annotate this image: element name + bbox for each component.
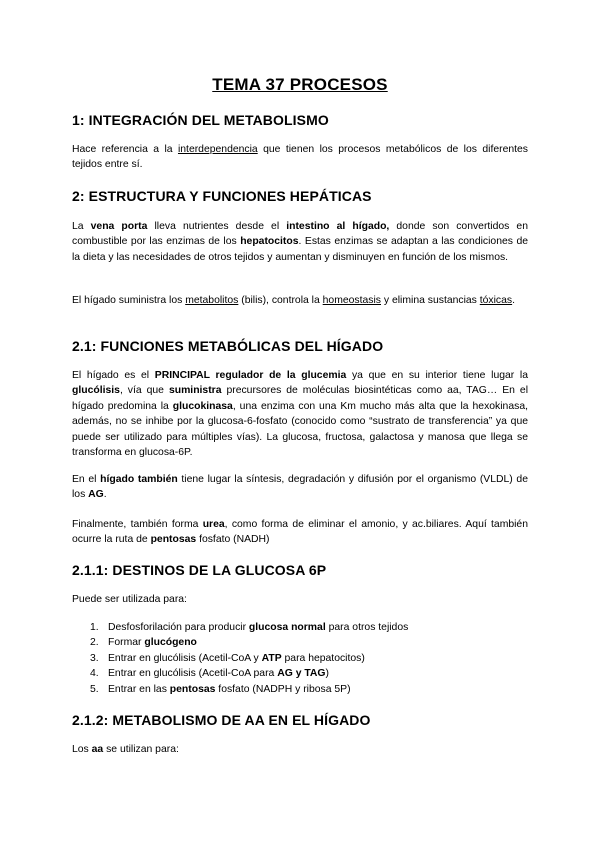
paragraph-integration: Hace referencia a la interdependencia que tienen los procesos metabólicos de los diferentes tejidos entre sí. — [72, 144, 528, 171]
list-item: 2. Formar glucógeno — [90, 637, 197, 649]
paragraph-higado-tambien: En el hígado también tiene lugar la síntesis, degradación y difusión por el organismo (VLDL) de los AG. — [72, 474, 528, 501]
section-heading-2-1-2: 2.1.2: METABOLISMO DE AA EN EL HÍGADO — [72, 712, 371, 728]
page-title: TEMA 37 PROCESOS — [212, 75, 388, 94]
list-item: 4. Entrar en glucólisis (Acetil-CoA para AG y TAG) — [90, 668, 329, 680]
list-item: 3. Entrar en glucólisis (Acetil-CoA y ATP para hepatocitos) — [90, 652, 365, 664]
glucosa-6p-list — [72, 620, 528, 697]
section-heading-2-1: 2.1: FUNCIONES METABÓLICAS DEL HÍGADO — [72, 338, 384, 354]
section-heading-2-1-1: 2.1.1: DESTINOS DE LA GLUCOSA 6P — [72, 562, 327, 578]
paragraph-intro-aa: Los aa se utilizan para: — [72, 744, 179, 755]
section-heading-2: 2: ESTRUCTURA Y FUNCIONES HEPÁTICAS — [72, 188, 372, 204]
paragraph-suministra: El hígado suministra los metabolitos (bilis), controla la homeostasis y elimina sustancias tóxicas. — [72, 295, 515, 306]
paragraph-glucemia: El hígado es el PRINCIPAL regulador de la glucemia ya que en su interior tiene lugar la glucólisis, vía que suministra precursores de moléculas biosintéticas como aa, TAG… En el hígado predomina la glucokinasa, una enzima con una Km mucho más alta que la hexokinasa, además, no se inhibe por la glucosa-6-fosfato (conocido como “sustrato de transferencia” ya que puede ser utilizado para múltiples vías). La glucosa, fructosa, galactosa y manosa que llega se transforma en glucosa-6P. — [72, 370, 529, 459]
paragraph-intro-glucosa: Puede ser utilizada para: — [72, 594, 187, 605]
section-heading-1: 1: INTEGRACIÓN DEL METABOLISMO — [72, 112, 329, 128]
list-item: 1. Desfosforilación para producir glucosa normal para otros tejidos — [90, 622, 409, 633]
paragraph-vena-porta: La vena porta lleva nutrientes desde el intestino al hígado, donde son convertidos en combustible por las enzimas de los hepatocitos. Estas enzimas se adaptan a las condiciones de la dieta y las necesidades de otros tejidos y aumentan y disminuyen en función de los mismos. — [72, 221, 528, 263]
list-item: 5. Entrar en las pentosas fosfato (NADPH y ribosa 5P) — [90, 683, 351, 695]
paragraph-urea: Finalmente, también forma urea, como forma de eliminar el amonio, y ac.biliares. Aquí también ocurre la ruta de pentosas fosfato (NADH) — [72, 519, 528, 546]
